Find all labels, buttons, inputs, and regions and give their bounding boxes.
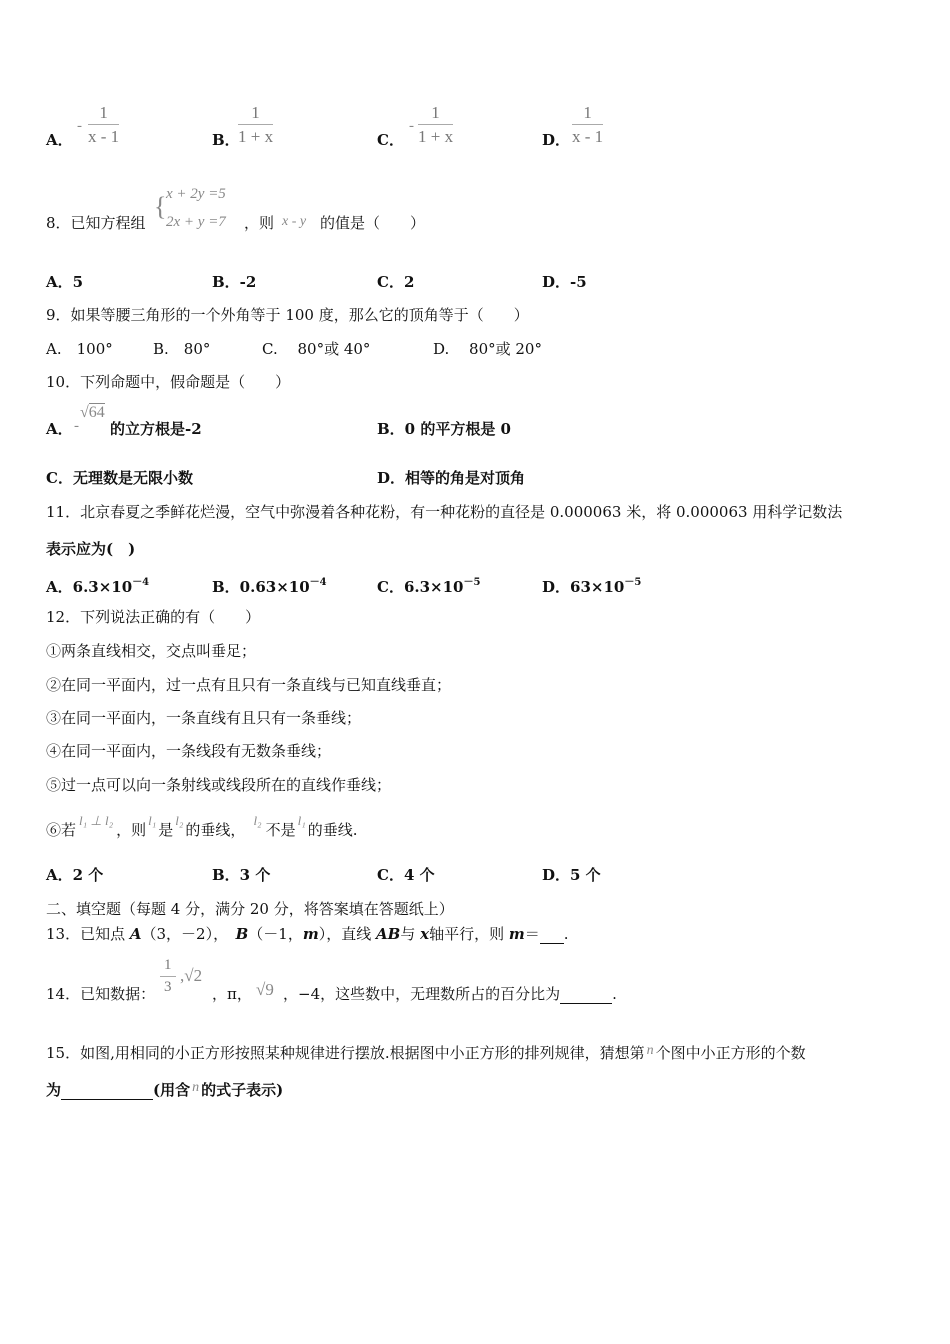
q14-sqrt9: √9 (256, 980, 274, 999)
q10-radicand: 64 (88, 404, 105, 421)
q11-option-a[interactable]: A．$6.3\times 10^{-4}$ (46, 577, 150, 596)
q12-statement-2: ②在同一平面内，过一点有且只有一条直线与已知直线垂直； (46, 676, 452, 694)
q11-line-2: 表示应为( ) (46, 540, 136, 558)
q14-rest: ，−4，这些数中，无理数所占的百分比为 . (283, 985, 617, 1003)
q11-line-1: 11．北京春夏之季鲜花烂漫，空气中弥漫着各种花粉，有一种花粉的直径是 0.000063 米，将 0.000063 用科学记数法 (46, 503, 843, 521)
q12-statement-4: ④在同一平面内，一条线段有无数条垂线； (46, 742, 332, 760)
q8-brace: { (154, 192, 167, 221)
q12-statement-1: ①两条直线相交，交点叫垂足； (46, 642, 257, 660)
q12-statement-6: ⑥若l₁ ⊥ l₂，则l₁是l₂的垂线，l₂不是l₁的垂线. (46, 813, 358, 839)
q12-text: 12．下列说法正确的有（ ） (46, 608, 261, 626)
q14-prefix: 14．已知数据： (46, 985, 156, 1003)
q7-option-d-fraction: $\frac{1}{x - 1}$ (572, 103, 604, 146)
q12-statement-3: ③在同一平面内，一条直线有且只有一条垂线； (46, 709, 362, 727)
q12-option-b[interactable]: B．3 个 (212, 866, 271, 884)
q7-option-d-label[interactable]: D． (542, 131, 571, 149)
q9-option-c[interactable]: C. 80°或 40° (262, 340, 371, 358)
question-13: 13．已知点 A（3，－2）， B（－1，m），直线 AB与 x轴平行，则 m＝ . (46, 925, 569, 943)
q7-option-a-sign: - (77, 118, 82, 134)
q10-option-a-text: 的立方根是-2 (110, 420, 202, 438)
q7-option-b-label[interactable]: B． (212, 131, 240, 149)
q14-sqrt2: ,√2 (180, 966, 203, 985)
q7-option-a-label[interactable]: A． (46, 131, 73, 149)
q9-option-b[interactable]: B. 80° (153, 340, 211, 358)
q10-radical: √64 (80, 404, 105, 421)
q8-option-a[interactable]: A．5 (46, 273, 84, 291)
q11-option-b[interactable]: B．$0.63\times 10^{-4}$ (212, 577, 327, 596)
q8-option-d[interactable]: D．-5 (542, 273, 587, 291)
q9-option-a[interactable]: A. 100° (46, 340, 113, 358)
q10-option-a-sign: - (74, 418, 79, 434)
q7-option-b-fraction: $\frac{1}{1 + x}$ (238, 103, 274, 146)
q8-prefix: 8．已知方程组 (46, 214, 146, 232)
section-2-heading: 二、填空题（每题 4 分，满分 20 分，将答案填在答题纸上） (46, 900, 454, 918)
q14-answer-blank[interactable] (560, 985, 612, 1004)
q7-option-c-label[interactable]: C． (377, 131, 404, 149)
q10-option-b[interactable]: B．0 的平方根是 0 (377, 420, 511, 438)
q14-pi: ，π， (212, 985, 252, 1003)
q7-option-c-fraction: $\frac{1}{1 + x}$ (418, 103, 454, 146)
q12-option-c[interactable]: C．4 个 (377, 866, 435, 884)
q15-answer-blank[interactable] (61, 1081, 153, 1100)
q12-option-a[interactable]: A．2 个 (46, 866, 104, 884)
q10-text: 10．下列命题中，假命题是（ ） (46, 373, 291, 391)
q7-option-c-sign: - (409, 118, 414, 134)
q15-line-2: 为 (用含 n 的式子表示) (46, 1080, 284, 1099)
q15-line-1: 15．如图,用相同的小正方形按照某种规律进行摆放.根据图中小正方形的排列规律，猜想第 n 个图中小正方形的个数 (46, 1043, 806, 1062)
q13-answer-blank[interactable] (540, 925, 564, 944)
q9-option-d[interactable]: D. 80°或 20° (433, 340, 542, 358)
q9-text: 9．如果等腰三角形的一个外角等于 100 度，那么它的顶角等于（ ） (46, 306, 529, 324)
q12-statement-5: ⑤过一点可以向一条射线或线段所在的直线作垂线； (46, 776, 392, 794)
q11-option-c[interactable]: C．$6.3\times 10^{-5}$ (377, 577, 481, 596)
q10-option-c[interactable]: C．无理数是无限小数 (46, 469, 193, 487)
q8-equation-1: x + 2y =5 (166, 186, 226, 202)
q7-option-a-fraction: $\frac{1}{x - 1}$ (88, 103, 120, 146)
q8-expression: x - y (282, 214, 307, 229)
q8-mid: ，则 (244, 214, 275, 232)
q8-option-b[interactable]: B．-2 (212, 273, 257, 291)
q14-fraction: $\frac{1}{3}$ (160, 958, 176, 995)
q8-equation-2: 2x + y =7 (166, 214, 226, 230)
q8-suffix: 的值是（ ） (320, 214, 426, 232)
q12-option-d[interactable]: D．5 个 (542, 866, 601, 884)
q8-option-c[interactable]: C．2 (377, 273, 415, 291)
q10-option-d[interactable]: D．相等的角是对顶角 (377, 469, 526, 487)
q11-option-d[interactable]: D．$63\times 10^{-5}$ (542, 577, 642, 596)
q10-option-a-label[interactable]: A． (46, 420, 73, 438)
